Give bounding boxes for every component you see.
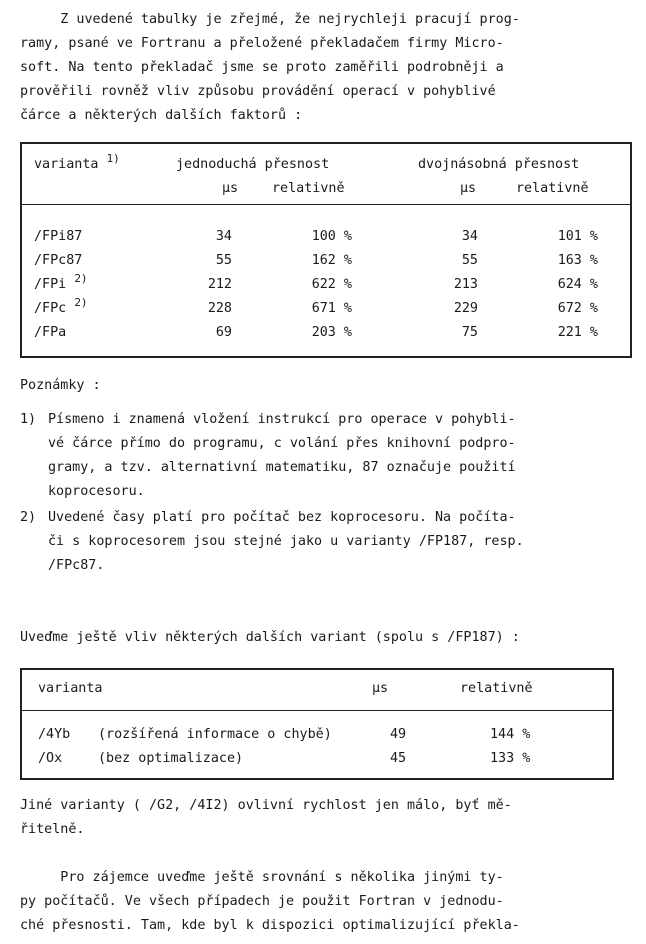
table-row-single-rel: 622 %	[311, 277, 352, 292]
table-row-double-us: 55	[461, 253, 478, 268]
intro-line-4: prověřili rovněž vliv způsobu provádění operací v pohyblivé	[20, 84, 496, 99]
table-row-single-us: 34	[215, 229, 232, 244]
table-row-us: 49	[390, 727, 407, 742]
intro-line-1: Z uvedené tabulky je zřejmé, že nejrychleji pracují prog-	[20, 12, 520, 27]
note-line: či s koprocesorem jsou stejné jako u varianty /FP187, resp.	[48, 534, 524, 549]
table-row-single-rel: 162 %	[311, 253, 352, 268]
table-row-variant: /FPi87	[34, 229, 83, 244]
table-row-double-rel: 163 %	[557, 253, 598, 268]
table-row-variant: /FPa	[34, 325, 67, 340]
note-line: gramy, a tzv. alternativní matematiku, 87 označuje použití	[48, 460, 516, 475]
other-variants-line-1: Jiné varianty ( /G2, /4I2) ovlivní rychlost jen málo, byť mě-	[20, 798, 512, 813]
table-row-single-us: 212	[207, 277, 232, 292]
table-row-double-us: 229	[453, 301, 478, 316]
final-line-2: py počítačů. Ve všech případech je použit Fortran v jednodu-	[20, 894, 504, 909]
note-line: /FPc87.	[48, 558, 105, 573]
table-row-rel: 133 %	[490, 751, 531, 766]
note-line: koprocesoru.	[48, 484, 145, 499]
table-row-single-us: 69	[215, 325, 232, 340]
table-row-variant: /Ox	[38, 751, 63, 766]
table-row-double-us: 213	[453, 277, 478, 292]
table-row-variant: /FPc $^{2)}$	[34, 296, 88, 316]
table-row-rel: 144 %	[490, 727, 531, 742]
variants-header-us: μs	[372, 681, 389, 696]
table-row-double-us: 34	[461, 229, 478, 244]
table-row-double-rel: 672 %	[557, 301, 598, 316]
table-row-double-rel: 221 %	[557, 325, 598, 340]
intro-line-2: ramy, psané ve Fortranu a přeložené překladačem firmy Micro-	[20, 36, 504, 51]
table-row-single-us: 228	[207, 301, 232, 316]
table-row-single-rel: 203 %	[311, 325, 352, 340]
intro-line-3: soft. Na tento překladač jsme se proto zaměřili podrobněji a	[20, 60, 504, 75]
variants-header-variant: varianta	[38, 681, 103, 696]
table-row-desc: (bez optimalizace)	[98, 751, 244, 766]
note-line: Písmeno i znamená vložení instrukcí pro operace v pohybli-	[48, 412, 516, 427]
header-double-us: μs	[460, 181, 477, 196]
header-double-rel: relativně	[516, 181, 589, 196]
final-line-1: Pro zájemce uveďme ještě srovnání s několika jinými ty-	[20, 870, 504, 885]
notes-title: Poznámky :	[20, 378, 101, 393]
other-variants-line-2: řitelně.	[20, 822, 85, 837]
table-row-us: 45	[390, 751, 407, 766]
table-row-double-rel: 624 %	[557, 277, 598, 292]
header-variant: varianta $^{1)}$	[34, 152, 120, 172]
variants-intro: Uveďme ještě vliv některých dalších variant (spolu s /FP187) :	[20, 630, 520, 645]
note-number: 1)	[20, 412, 37, 427]
table-row-double-us: 75	[461, 325, 478, 340]
table-row-desc: (rozšířená informace o chybě)	[98, 727, 332, 742]
header-single-rel: relativně	[272, 181, 345, 196]
table-row-single-rel: 100 %	[311, 229, 352, 244]
intro-line-5: čárce a některých dalších faktorů :	[20, 108, 303, 123]
final-line-3: ché přesnosti. Tam, kde byl k dispozici optimalizující překla-	[20, 918, 520, 933]
variants-table-divider	[20, 710, 614, 711]
note-line: Uvedené časy platí pro počítač bez koprocesoru. Na počíta-	[48, 510, 516, 525]
variants-header-rel: relativně	[460, 681, 533, 696]
note-line: vé čárce přímo do programu, c volání přes knihovní podpro-	[48, 436, 516, 451]
table-row-double-rel: 101 %	[557, 229, 598, 244]
header-single-precision: jednoduchá přesnost	[176, 157, 330, 172]
table-row-single-rel: 671 %	[311, 301, 352, 316]
table-row-variant: /FPc87	[34, 253, 83, 268]
table-row-variant: /4Yb	[38, 727, 71, 742]
header-single-us: μs	[222, 181, 239, 196]
table-row-single-us: 55	[215, 253, 232, 268]
note-number: 2)	[20, 510, 37, 525]
timing-table-divider	[20, 204, 632, 205]
header-double-precision: dvojnásobná přesnost	[418, 157, 580, 172]
table-row-variant: /FPi $^{2)}$	[34, 272, 88, 292]
